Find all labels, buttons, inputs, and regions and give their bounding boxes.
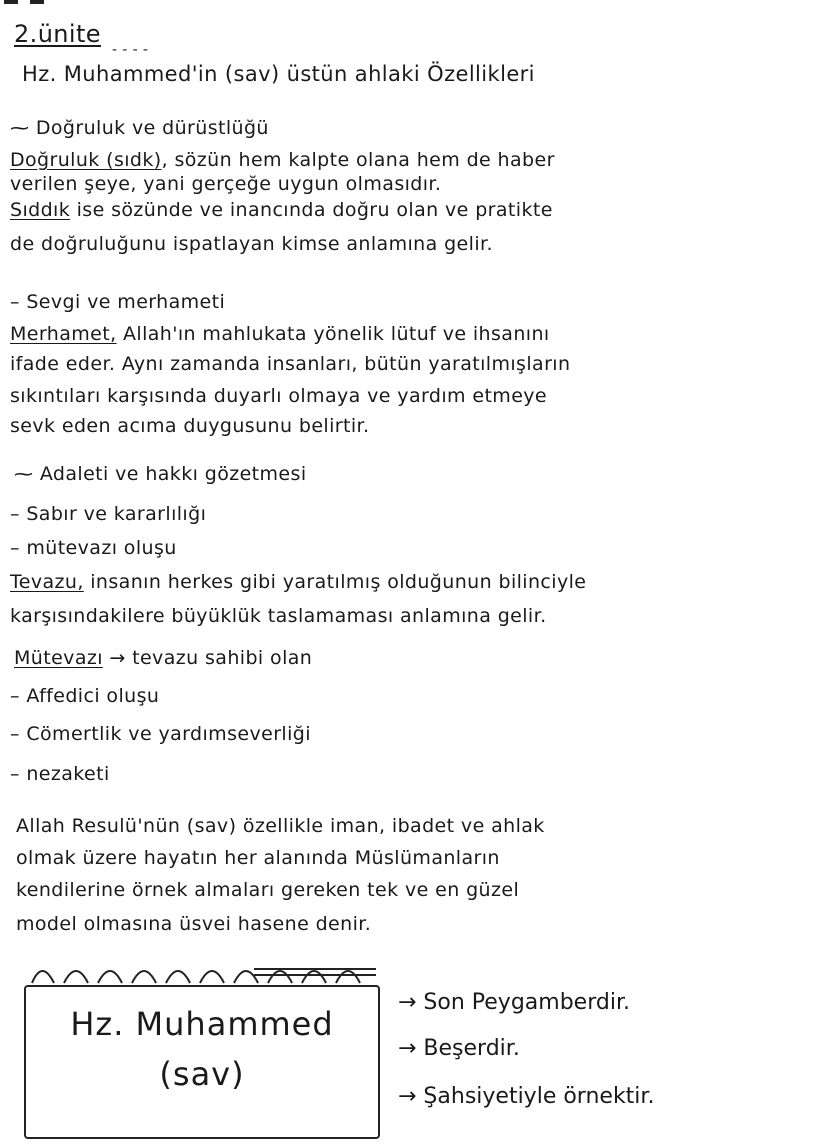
tevazu-definition-line-1: Tevazu, insanın herkes gibi yaratılmış olduğunun bilinciyle [10,571,587,593]
term-tevazu: Tevazu, [10,571,84,593]
term-mutevazi: Mütevazı [14,647,103,669]
arrow-item-1: → Son Peygamberdir. [398,990,630,1015]
section-title-sevgi: – Sevgi ve merhameti [10,291,226,313]
usve-line-3: kendilerine örnek almaları gereken tek ve en güzel [16,879,520,901]
usve-line-2: olmak üzere hayatın her alanında Müslümanların [16,847,500,869]
arrow-item-2: → Beşerdir. [398,1036,520,1061]
siddik-definition-line-1: Sıddık ise sözünde ve inancında doğru olan ve pratikte [10,199,553,221]
dogruluk-definition-line-2: verilen şeye, yani gerçeğe uygun olmasıdır. [10,173,442,195]
title-underline-dashes: - - - - [112,42,149,58]
mutevazi-definition: Mütevazı → tevazu sahibi olan [14,647,313,669]
section-title-affedici: – Affedici oluşu [10,685,160,707]
usve-line-1: Allah Resulü'nün (sav) özellikle iman, ibadet ve ahlak [16,815,545,837]
bullet-dash: – [10,685,27,707]
highlight-box [24,985,380,1139]
section-title-comertlik: – Cömertlik ve yardımseverliği [10,723,311,745]
bullet-dash: – [10,763,27,785]
section-title-sabir: – Sabır ve kararlılığı [10,503,207,525]
section-title-nezaket: – nezaketi [10,763,110,785]
spiral-binding-drawing [24,955,376,989]
bullet-dash: – [10,503,27,525]
merhamet-definition-line-3: sıkıntıları karşısında duyarlı olmaya ve yardım etmeye [10,385,548,407]
bullet-dash: ⁓ [10,117,36,139]
box-title-line-2: (sav) [159,1055,245,1093]
bullet-dash: – [10,723,27,745]
term-dogruluk: Doğruluk (sıdk) [10,149,162,171]
siddik-definition-line-2: de doğruluğunu ispatlayan kimse anlamına gelir. [10,233,493,255]
term-merhamet: Merhamet, [10,323,117,345]
bullet-dash: – [10,537,27,559]
bullet-dash: ⁓ [14,463,40,485]
unit-title: 2.ünite [14,20,101,48]
tevazu-definition-line-2: karşısındakilere büyüklük taslamaması anlamına gelir. [10,605,547,627]
bullet-dash: – [10,291,27,313]
dogruluk-definition-line-1: Doğruluk (sıdk), sözün hem kalpte olana hem de haber [10,149,555,171]
usve-line-4: model olmasına üsvei hasene denir. [16,913,372,935]
top-edge-marks [0,0,60,8]
term-siddik: Sıddık [10,199,71,221]
section-title-mutevazi: – mütevazı oluşu [10,537,177,559]
page-heading: Hz. Muhammed'in (sav) üstün ahlaki Özellikleri [22,62,535,86]
merhamet-definition-line-1: Merhamet, Allah'ın mahlukata yönelik lütuf ve ihsanını [10,323,550,345]
merhamet-definition-line-2: ifade eder. Aynı zamanda insanları, bütün yaratılmışların [10,353,571,375]
box-title-line-1: Hz. Muhammed [70,1005,334,1043]
arrow-item-3: → Şahsiyetiyle örnektir. [398,1084,655,1109]
section-title-dogruluk: ⁓ Doğruluk ve dürüstlüğü [10,117,269,139]
merhamet-definition-line-4: sevk eden acıma duygusunu belirtir. [10,415,370,437]
section-title-adalet: ⁓ Adaleti ve hakkı gözetmesi [14,463,307,485]
